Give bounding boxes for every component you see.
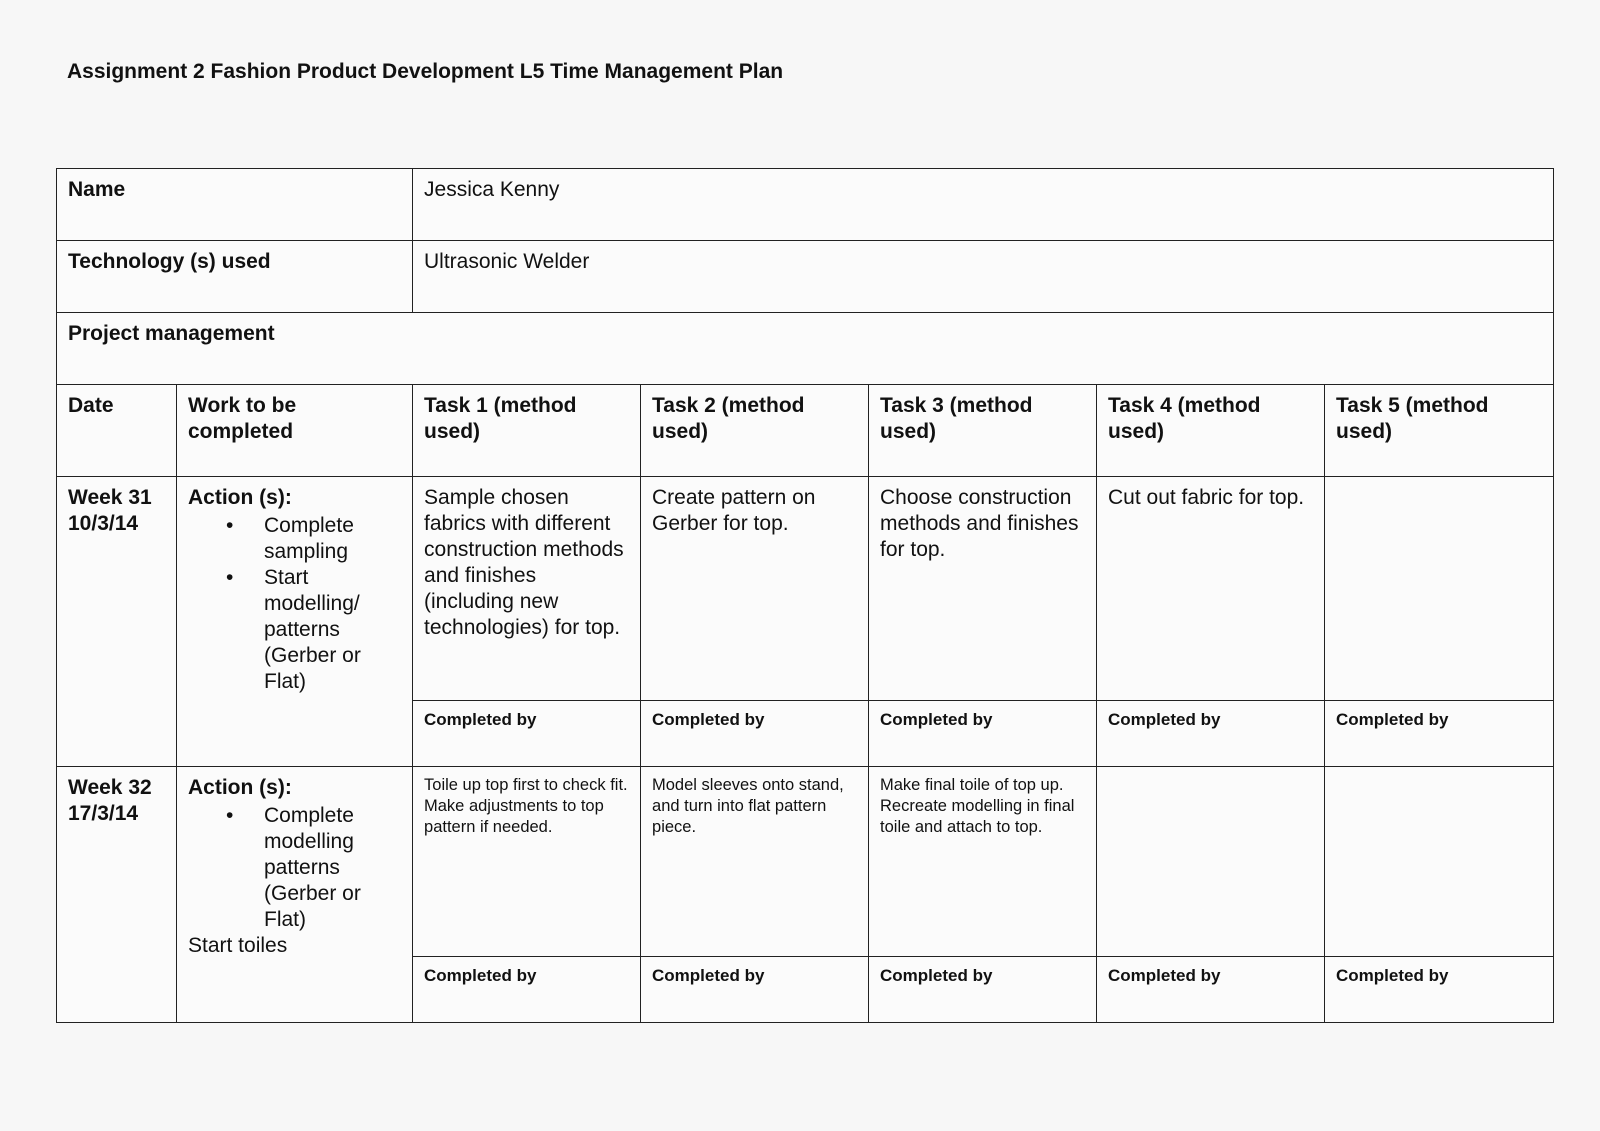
- project-management-label: Project management: [57, 313, 1554, 385]
- week-date: 17/3/14: [68, 802, 139, 825]
- task-cell: Choose construction methods and finishes for top.: [869, 477, 1097, 701]
- header-task-4: Task 4 (method used): [1097, 385, 1325, 477]
- task-cell: Model sleeves onto stand, and turn into flat pattern piece.: [641, 767, 869, 957]
- technology-label: Technology (s) used: [57, 241, 413, 313]
- task-cell: [1325, 767, 1554, 957]
- actions-cell: [177, 477, 413, 767]
- name-label: Name: [57, 169, 413, 241]
- completed-by-cell: Completed by: [1097, 701, 1325, 767]
- header-task-1: Task 1 (method used): [413, 385, 641, 477]
- header-task-3: Task 3 (method used): [869, 385, 1097, 477]
- week-row: [57, 767, 1554, 957]
- task-cell: [1325, 477, 1554, 701]
- completed-by-cell: Completed by: [413, 701, 641, 767]
- week-label: Week 31: [68, 486, 152, 509]
- task-cell: Toile up top first to check fit. Make adjustments to top pattern if needed.: [413, 767, 641, 957]
- page-title: Assignment 2 Fashion Product Development L5 Time Management Plan: [67, 60, 784, 83]
- completed-by-cell: Completed by: [641, 957, 869, 1023]
- completed-by-cell: Completed by: [869, 957, 1097, 1023]
- completed-by-cell: Completed by: [1325, 701, 1554, 767]
- task-cell: Cut out fabric for top.: [1097, 477, 1325, 701]
- action-item: • Start modelling/ patterns (Gerber or Flat): [226, 566, 361, 693]
- completed-by-cell: Completed by: [1325, 957, 1554, 1023]
- week-cell: [57, 767, 177, 1023]
- name-row: [57, 169, 1554, 241]
- actions-label: Action (s):: [188, 776, 292, 799]
- header-task-2: Task 2 (method used): [641, 385, 869, 477]
- completed-by-cell: Completed by: [869, 701, 1097, 767]
- task-cell: Create pattern on Gerber for top.: [641, 477, 869, 701]
- actions-cell: [177, 767, 413, 1023]
- technology-row: [57, 241, 1554, 313]
- week-cell: [57, 477, 177, 767]
- actions-label: Action (s):: [188, 486, 292, 509]
- week-date: 10/3/14: [68, 512, 139, 535]
- completed-by-cell: Completed by: [1097, 957, 1325, 1023]
- technology-value: Ultrasonic Welder: [413, 241, 1554, 313]
- task-cell: Make final toile of top up. Recreate modelling in final toile and attach to top.: [869, 767, 1097, 957]
- action-item: • Complete sampling: [226, 514, 354, 563]
- action-item: • Complete modelling patterns (Gerber or Flat): [226, 804, 361, 931]
- action-extra: Start toiles: [188, 934, 288, 957]
- header-work: Work to be completed: [177, 385, 413, 477]
- week-label: Week 32: [68, 776, 152, 799]
- time-management-table: [56, 168, 1554, 1023]
- header-date: Date: [57, 385, 177, 477]
- actions-list: [188, 513, 401, 695]
- project-management-row: [57, 313, 1554, 385]
- header-task-5: Task 5 (method used): [1325, 385, 1554, 477]
- name-value: Jessica Kenny: [413, 169, 1554, 241]
- bullet-icon: •: [226, 566, 234, 589]
- task-cell: [1097, 767, 1325, 957]
- week-row: [57, 477, 1554, 701]
- actions-list: [188, 803, 401, 933]
- header-row: [57, 385, 1554, 477]
- completed-by-cell: Completed by: [641, 701, 869, 767]
- completed-by-cell: Completed by: [413, 957, 641, 1023]
- task-cell: Sample chosen fabrics with different construction methods and finishes (including new technologies) for top.: [413, 477, 641, 701]
- bullet-icon: •: [226, 804, 234, 827]
- bullet-icon: •: [226, 514, 234, 537]
